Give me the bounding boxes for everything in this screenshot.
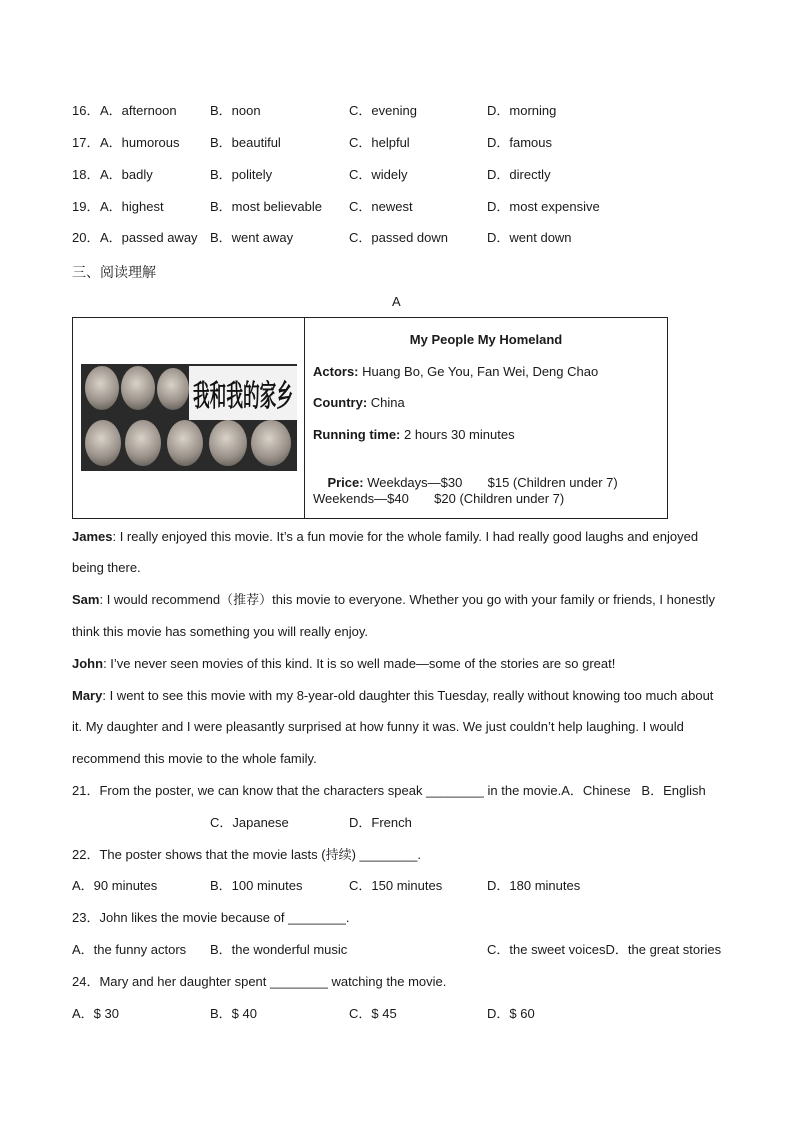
country-row: [313, 395, 405, 411]
actor-face: [85, 420, 121, 466]
question-stem: 21．From the poster, we can know that the characters speak ________ in the movie.A．Chinese B．English: [72, 783, 706, 798]
price-weekends: Weekends—$40 $20 (Children under 7): [313, 491, 565, 506]
option-d: D．morning: [487, 103, 557, 118]
option-a: A．afternoon: [100, 103, 177, 118]
review-text: : I really enjoyed this movie. It’s a fun movie for the whole family. I had really good laughs and enjoyed: [112, 529, 699, 544]
option-d: D．went down: [487, 230, 572, 245]
option-a: A．the funny actors: [72, 942, 187, 957]
review-text: : I would recommend（推荐）this movie to everyone. Whether you go with your family or friends, I honestly: [99, 592, 716, 607]
option-c: C．$ 45: [349, 1006, 397, 1021]
section-title: 三、阅读理解: [72, 264, 156, 280]
option-b: B．went away: [210, 230, 294, 245]
option-b: B．the wonderful music: [210, 942, 348, 957]
review-text: recommend this movie to the whole family.: [72, 751, 317, 766]
option-b: B．most believable: [210, 199, 322, 214]
option-a: A．humorous: [100, 135, 180, 150]
option-d: D．most expensive: [487, 199, 600, 214]
option-d: D．180 minutes: [487, 878, 581, 893]
running-time-label: Running time:: [313, 427, 401, 442]
actors-value: Huang Bo, Ge You, Fan Wei, Deng Chao: [358, 364, 599, 379]
passage-label: A: [392, 294, 401, 309]
price-weekdays: Weekdays—$30 $15 (Children under 7): [363, 475, 618, 490]
movie-poster-image: [81, 364, 297, 471]
actor-face: [85, 366, 119, 410]
option-b: B．100 minutes: [210, 878, 303, 893]
option-c: C．passed down: [349, 230, 448, 245]
poster-title-logo: [189, 366, 297, 420]
movie-poster-table: [72, 317, 668, 519]
question-number: 18．: [72, 167, 100, 182]
option-c: C．Japanese: [210, 815, 289, 830]
option-b: B．beautiful: [210, 135, 281, 150]
option-d: D．$ 60: [487, 1006, 535, 1021]
option-a: A．passed away: [100, 230, 198, 245]
question-stem: 23．John likes the movie because of ________.: [72, 910, 350, 925]
option-c: C．newest: [349, 199, 413, 214]
review-text: being there.: [72, 560, 141, 575]
poster-art-text: 我和我的家乡: [193, 379, 293, 414]
country-value: China: [367, 395, 405, 410]
question-number: 16．: [72, 103, 100, 118]
actor-face: [209, 420, 247, 466]
option-d: D．famous: [487, 135, 553, 150]
actor-face: [157, 368, 189, 410]
actor-face: [167, 420, 203, 466]
option-a: A．$ 30: [72, 1006, 119, 1021]
movie-title: My People My Homeland: [409, 332, 563, 347]
review-text: it. My daughter and I were pleasantly surprised at how funny it was. We just couldn’t help laughing. I would: [72, 719, 684, 734]
review-text: : I went to see this movie with my 8-year-old daughter this Tuesday, really without knowing too much about: [102, 688, 714, 703]
option-c: C．widely: [349, 167, 408, 182]
review-text: : I’ve never seen movies of this kind. It is so well made—some of the stories are so great!: [103, 656, 616, 671]
question-number: 19．: [72, 199, 100, 214]
option-c: C．evening: [349, 103, 417, 118]
review-text: think this movie has something you will really enjoy.: [72, 624, 369, 639]
running-time-value: 2 hours 30 minutes: [400, 427, 515, 442]
reviewer-name: John: [72, 656, 104, 671]
running-time-row: [313, 427, 515, 443]
option-b: B．noon: [210, 103, 261, 118]
price-label: Price:: [327, 475, 364, 490]
option-c: C．150 minutes: [349, 878, 443, 893]
reviewer-name: Sam: [72, 592, 100, 607]
option-b: B．politely: [210, 167, 273, 182]
option-d: D．French: [349, 815, 412, 830]
actor-face: [121, 366, 155, 410]
actors-label: Actors:: [313, 364, 359, 379]
actor-face: [251, 420, 291, 466]
actors-row: [313, 364, 598, 380]
actor-face: [125, 420, 161, 466]
option-c: C．helpful: [349, 135, 410, 150]
reviewer-name: Mary: [72, 688, 103, 703]
option-d: D．directly: [487, 167, 551, 182]
option-b: B．$ 40: [210, 1006, 257, 1021]
option-c-d: C．the sweet voicesD．the great stories: [487, 942, 722, 957]
option-a: A．highest: [100, 199, 164, 214]
question-number: 20．: [72, 230, 100, 245]
question-stem: 24．Mary and her daughter spent ________ watching the movie.: [72, 974, 447, 989]
question-stem: 22．The poster shows that the movie lasts (持续) ________.: [72, 847, 422, 862]
option-a: A．90 minutes: [72, 878, 158, 893]
option-a: A．badly: [100, 167, 153, 182]
question-number: 17．: [72, 135, 100, 150]
reviewer-name: James: [72, 529, 113, 544]
table-divider: [304, 318, 305, 518]
country-label: Country:: [313, 395, 368, 410]
